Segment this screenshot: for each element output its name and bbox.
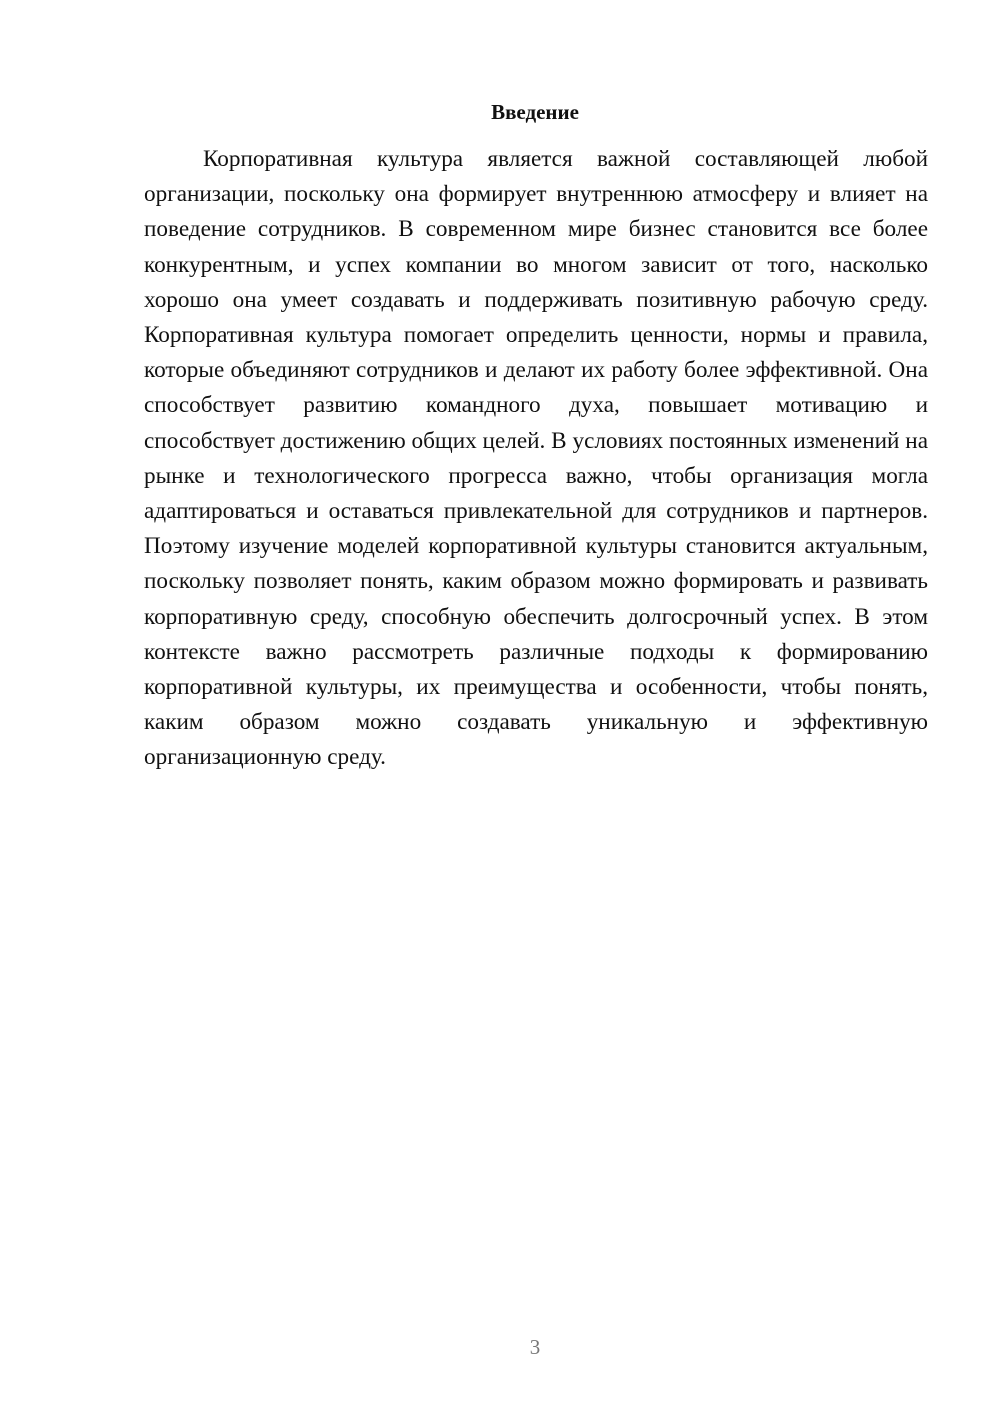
intro-paragraph: Корпоративная культура является важной составляющей любой организации, поскольку она формирует внутреннюю атмосферу и влияет на поведение сотрудников. В современном мире бизнес становится все более конкурентным, и успех компании во многом зависит от того, насколько хорошо она умеет создавать и поддерживать позитивную рабочую среду. Корпоративная культура помогает определить ценности, нормы и правила, которые объединяют сотрудников и делают их работу более эффективной. Она способствует развитию командного духа, повышает мотивацию и способствует достижению общих целей. В условиях постоянных изменений на рынке и технологического прогресса важно, чтобы организация могла адаптироваться и оставаться привлекательной для сотрудников и партнеров. Поэтому изучение моделей корпоративной культуры становится актуальным, поскольку позволяет понять, каким образом можно формировать и развивать корпоративную среду, способную обеспечить долгосрочный успех. В этом контексте важно рассмотреть различные подходы к формированию корпоративной культуры, их преимущества и особенности, чтобы понять, каким образом можно создавать уникальную и эффективную организационную среду. bbox=[144, 146, 928, 771]
page-number: 3 bbox=[529, 1335, 541, 1359]
section-title: Введение bbox=[491, 100, 579, 124]
